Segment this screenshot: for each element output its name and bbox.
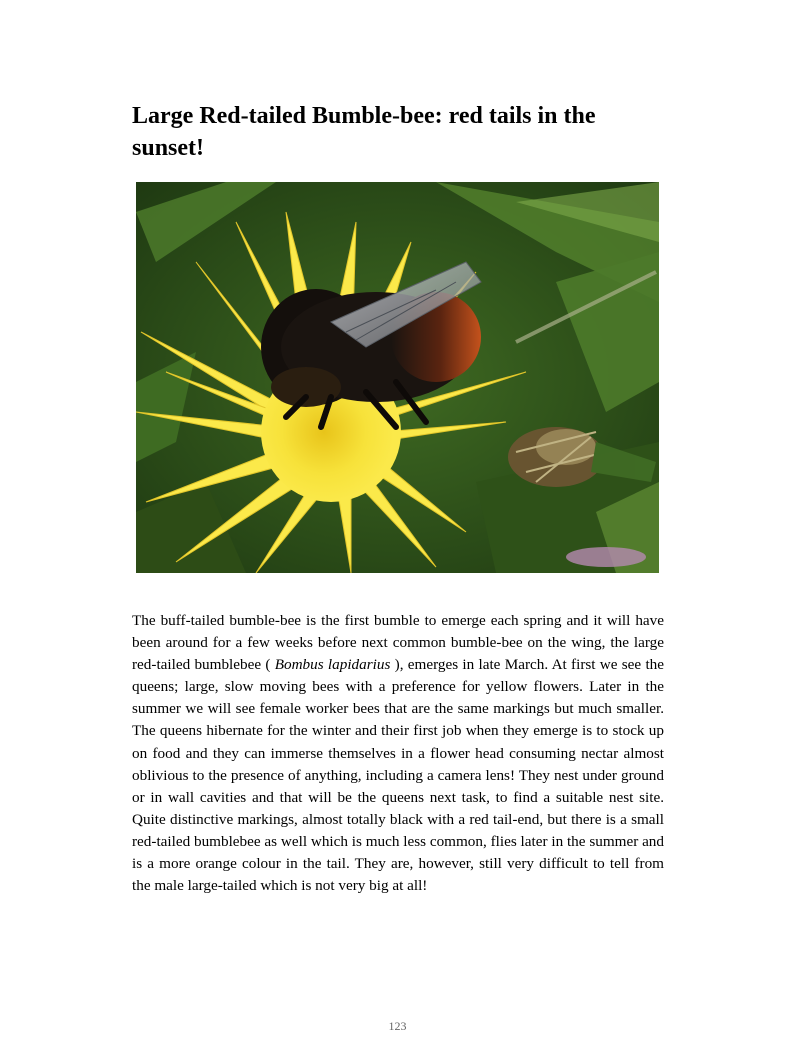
body-paragraph [132,610,664,897]
paragraph-text-end: ), emerges in late March. At first we see the queens; large, slow moving bees with a preference for yellow flowers. Later in the summer we will see female worker bees that are the same markings but much smaller. The queens hibernate for the winter and their first job when they emerge is to stock up on food and they can immerse themselves in a flower head consuming nectar almost oblivious to the presence of anything, including a camera lens! They nest under ground or in wall cavities and that will be the queens next task, to find a suitable nest site. Quite distinctive markings, almost totally black with a red tail-end, but there is a small red-tailed bumblebee as well which is much less common, flies later in the summer and is a more orange colour in the tail. They are, however, still very difficult to tell from the male large-tailed which is not very big at all! [132,656,664,895]
page-number: 123 [388,1019,407,1033]
page-title: Large Red-tailed Bumble-bee: red tails in the sunset! [132,103,596,161]
bumblebee-on-dandelion-photo [136,182,659,573]
species-name: Bombus lapidarius [274,656,391,674]
paragraph-text-start: The buff-tailed bumble-bee is the first bumble to emerge each spring and it will have been around for a few weeks before next common bumble-bee on the wing, the large red-tailed bumblebee ( [132,612,664,674]
